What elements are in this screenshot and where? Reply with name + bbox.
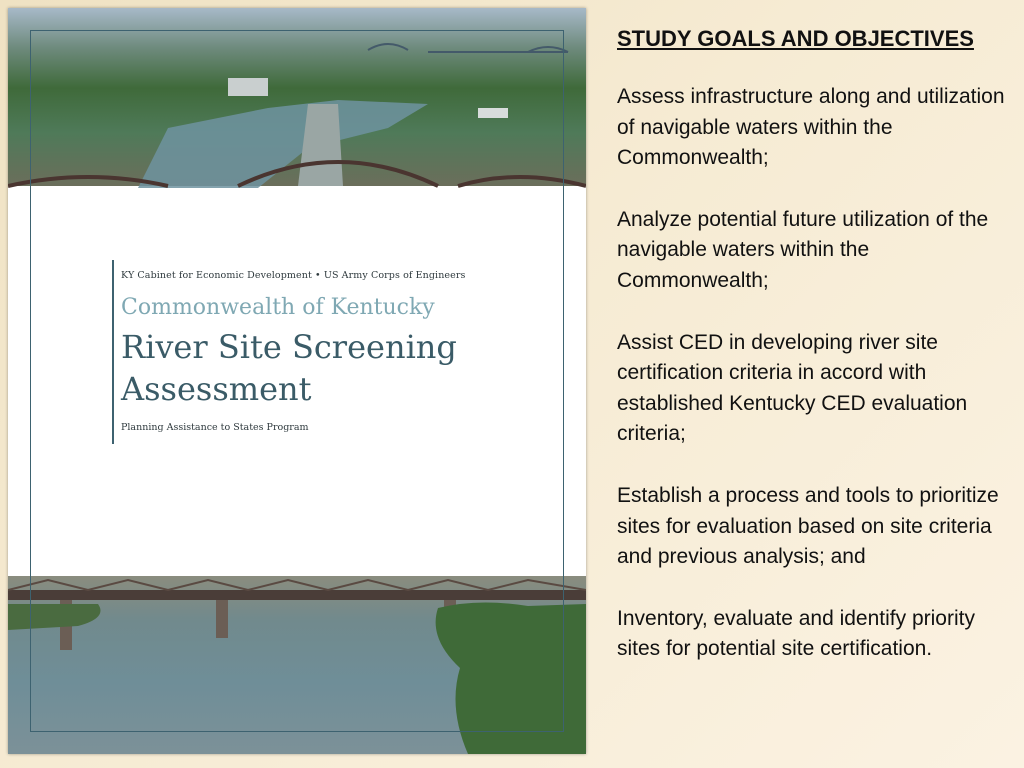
goals-panel xyxy=(617,26,1017,696)
goal-item-2: Analyze potential future utilization of the navigable waters within the Commonwealth; xyxy=(617,207,989,292)
goal-item-5: Inventory, evaluate and identify priority sites for potential site certification. xyxy=(617,606,975,661)
cover-subtitle: Commonwealth of Kentucky xyxy=(121,295,435,320)
cover-title-block xyxy=(112,260,561,444)
goal-item-3: Assist CED in developing river site certification criteria in accord with established Kentucky CED evaluation criteria; xyxy=(617,330,968,446)
cover-program: Planning Assistance to States Program xyxy=(121,422,309,433)
cover-agencies: KY Cabinet for Economic Development • US Army Corps of Engineers xyxy=(121,270,466,281)
cover-title-line2: Assessment xyxy=(121,370,312,408)
cover-title xyxy=(121,326,561,410)
report-cover xyxy=(8,8,586,754)
goal-item-1: Assess infrastructure along and utilization of navigable waters within the Commonwealth; xyxy=(617,85,1005,170)
cover-title-line1: River Site Screening xyxy=(121,328,457,366)
goal-item-4: Establish a process and tools to prioritize sites for evaluation based on site criteria and previous analysis; and xyxy=(617,483,999,569)
goals-heading: STUDY GOALS AND OBJECTIVES xyxy=(617,26,974,51)
